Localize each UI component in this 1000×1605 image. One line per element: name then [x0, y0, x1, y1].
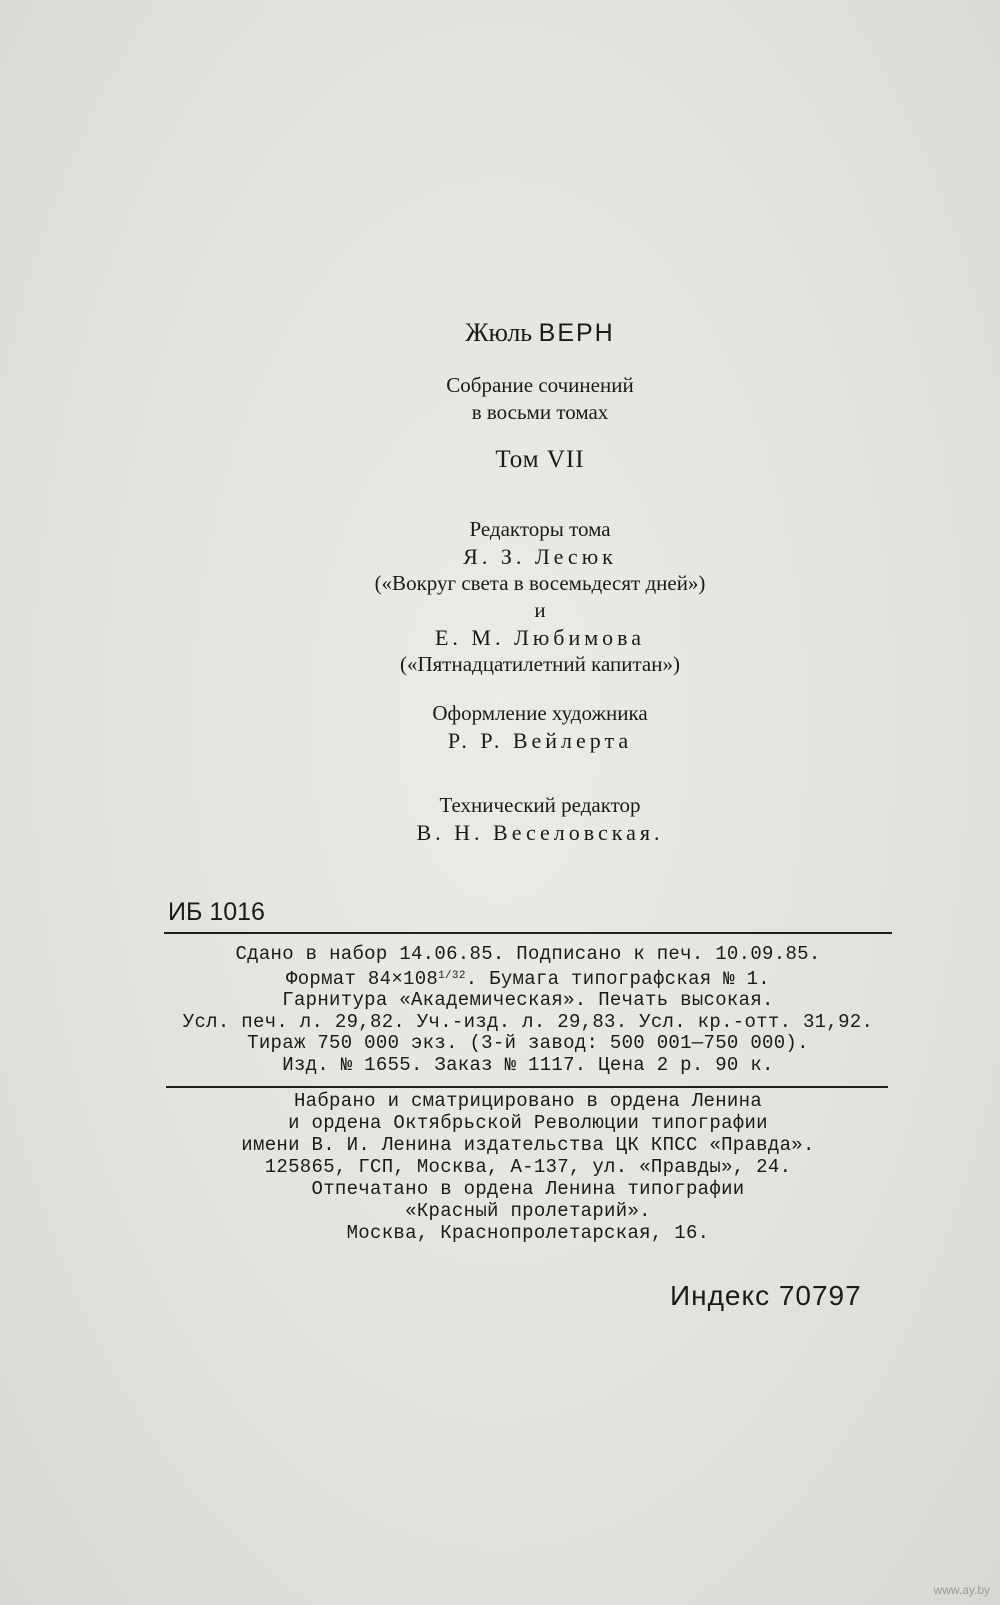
artist-name: Р. Р. Вейлерта — [447, 728, 633, 753]
imprint-line-4: Усл. печ. л. 29,82. Уч.-изд. л. 29,83. Усл. кр.-отт. 31,92. — [182, 1010, 874, 1033]
author-first-name: Жюль — [465, 318, 533, 347]
volume-number: Том VII — [495, 446, 585, 473]
printer-line-3: имени В. И. Ленина издательства ЦК КПСС «Правда». — [241, 1134, 815, 1156]
editor-1-work: («Вокруг света в восемьдесят дней») — [374, 571, 706, 595]
ib-number: ИБ 1016 — [168, 898, 265, 926]
paper-text: . Бумага типографская № 1. — [465, 967, 770, 990]
artist-heading: Оформление художника — [432, 701, 648, 725]
format-text: Формат 84×108 — [286, 967, 439, 990]
format-fraction: 1/32 — [438, 969, 466, 982]
imprint-line-3: Гарнитура «Академическая». Печать высокая. — [282, 989, 774, 1011]
divider-bottom — [166, 1086, 888, 1088]
printer-line-2: и ордена Октябрьской Революции типографии — [288, 1112, 768, 1134]
author-last-name: ВЕРН — [538, 319, 615, 347]
author-line — [0, 318, 1000, 348]
imprint-line-1: Сдано в набор 14.06.85. Подписано к печ. 10.09.85. — [235, 943, 821, 965]
imprint-line-2 — [164, 966, 892, 991]
printer-line-6: «Красный пролетарий». — [405, 1200, 651, 1222]
imprint-line-6: Изд. № 1655. Заказ № 1117. Цена 2 р. 90 к. — [282, 1053, 774, 1076]
printer-line-4: 125865, ГСП, Москва, А-137, ул. «Правды», 24. — [264, 1156, 792, 1178]
tech-editor-name: В. Н. Веселовская. — [416, 820, 664, 845]
collection-line-1: Собрание сочинений — [446, 373, 634, 397]
editors-heading: Редакторы тома — [469, 517, 611, 541]
imprint-block — [164, 944, 892, 1076]
editors-conjunction: и — [534, 598, 546, 622]
collection-line-2: в восьми томах — [471, 400, 609, 424]
editor-2-work: («Пятнадцатилетний капитан») — [399, 652, 680, 676]
printer-line-5: Отпечатано в ордена Ленина типографии — [311, 1178, 745, 1200]
tech-editor-heading: Технический редактор — [439, 793, 641, 817]
printer-line-7: Москва, Краснопролетарская, 16. — [346, 1222, 710, 1244]
artist-block — [0, 700, 1000, 754]
index-number: Индекс 70797 — [670, 1280, 862, 1311]
editor-2-name: Е. М. Любимова — [434, 625, 646, 650]
imprint-line-5: Тираж 750 000 экз. (3-й завод: 500 001—750 000). — [247, 1032, 809, 1054]
collection-title — [0, 372, 1000, 426]
printer-line-1: Набрано и сматрицировано в ордена Ленина — [293, 1090, 763, 1112]
printer-block — [164, 1090, 892, 1244]
editors-block — [0, 516, 1000, 678]
tech-editor-block — [0, 792, 1000, 846]
divider-top — [164, 932, 892, 934]
editor-1-name: Я. З. Лесюк — [463, 544, 617, 569]
watermark-text: www.ay.by — [933, 1583, 990, 1597]
